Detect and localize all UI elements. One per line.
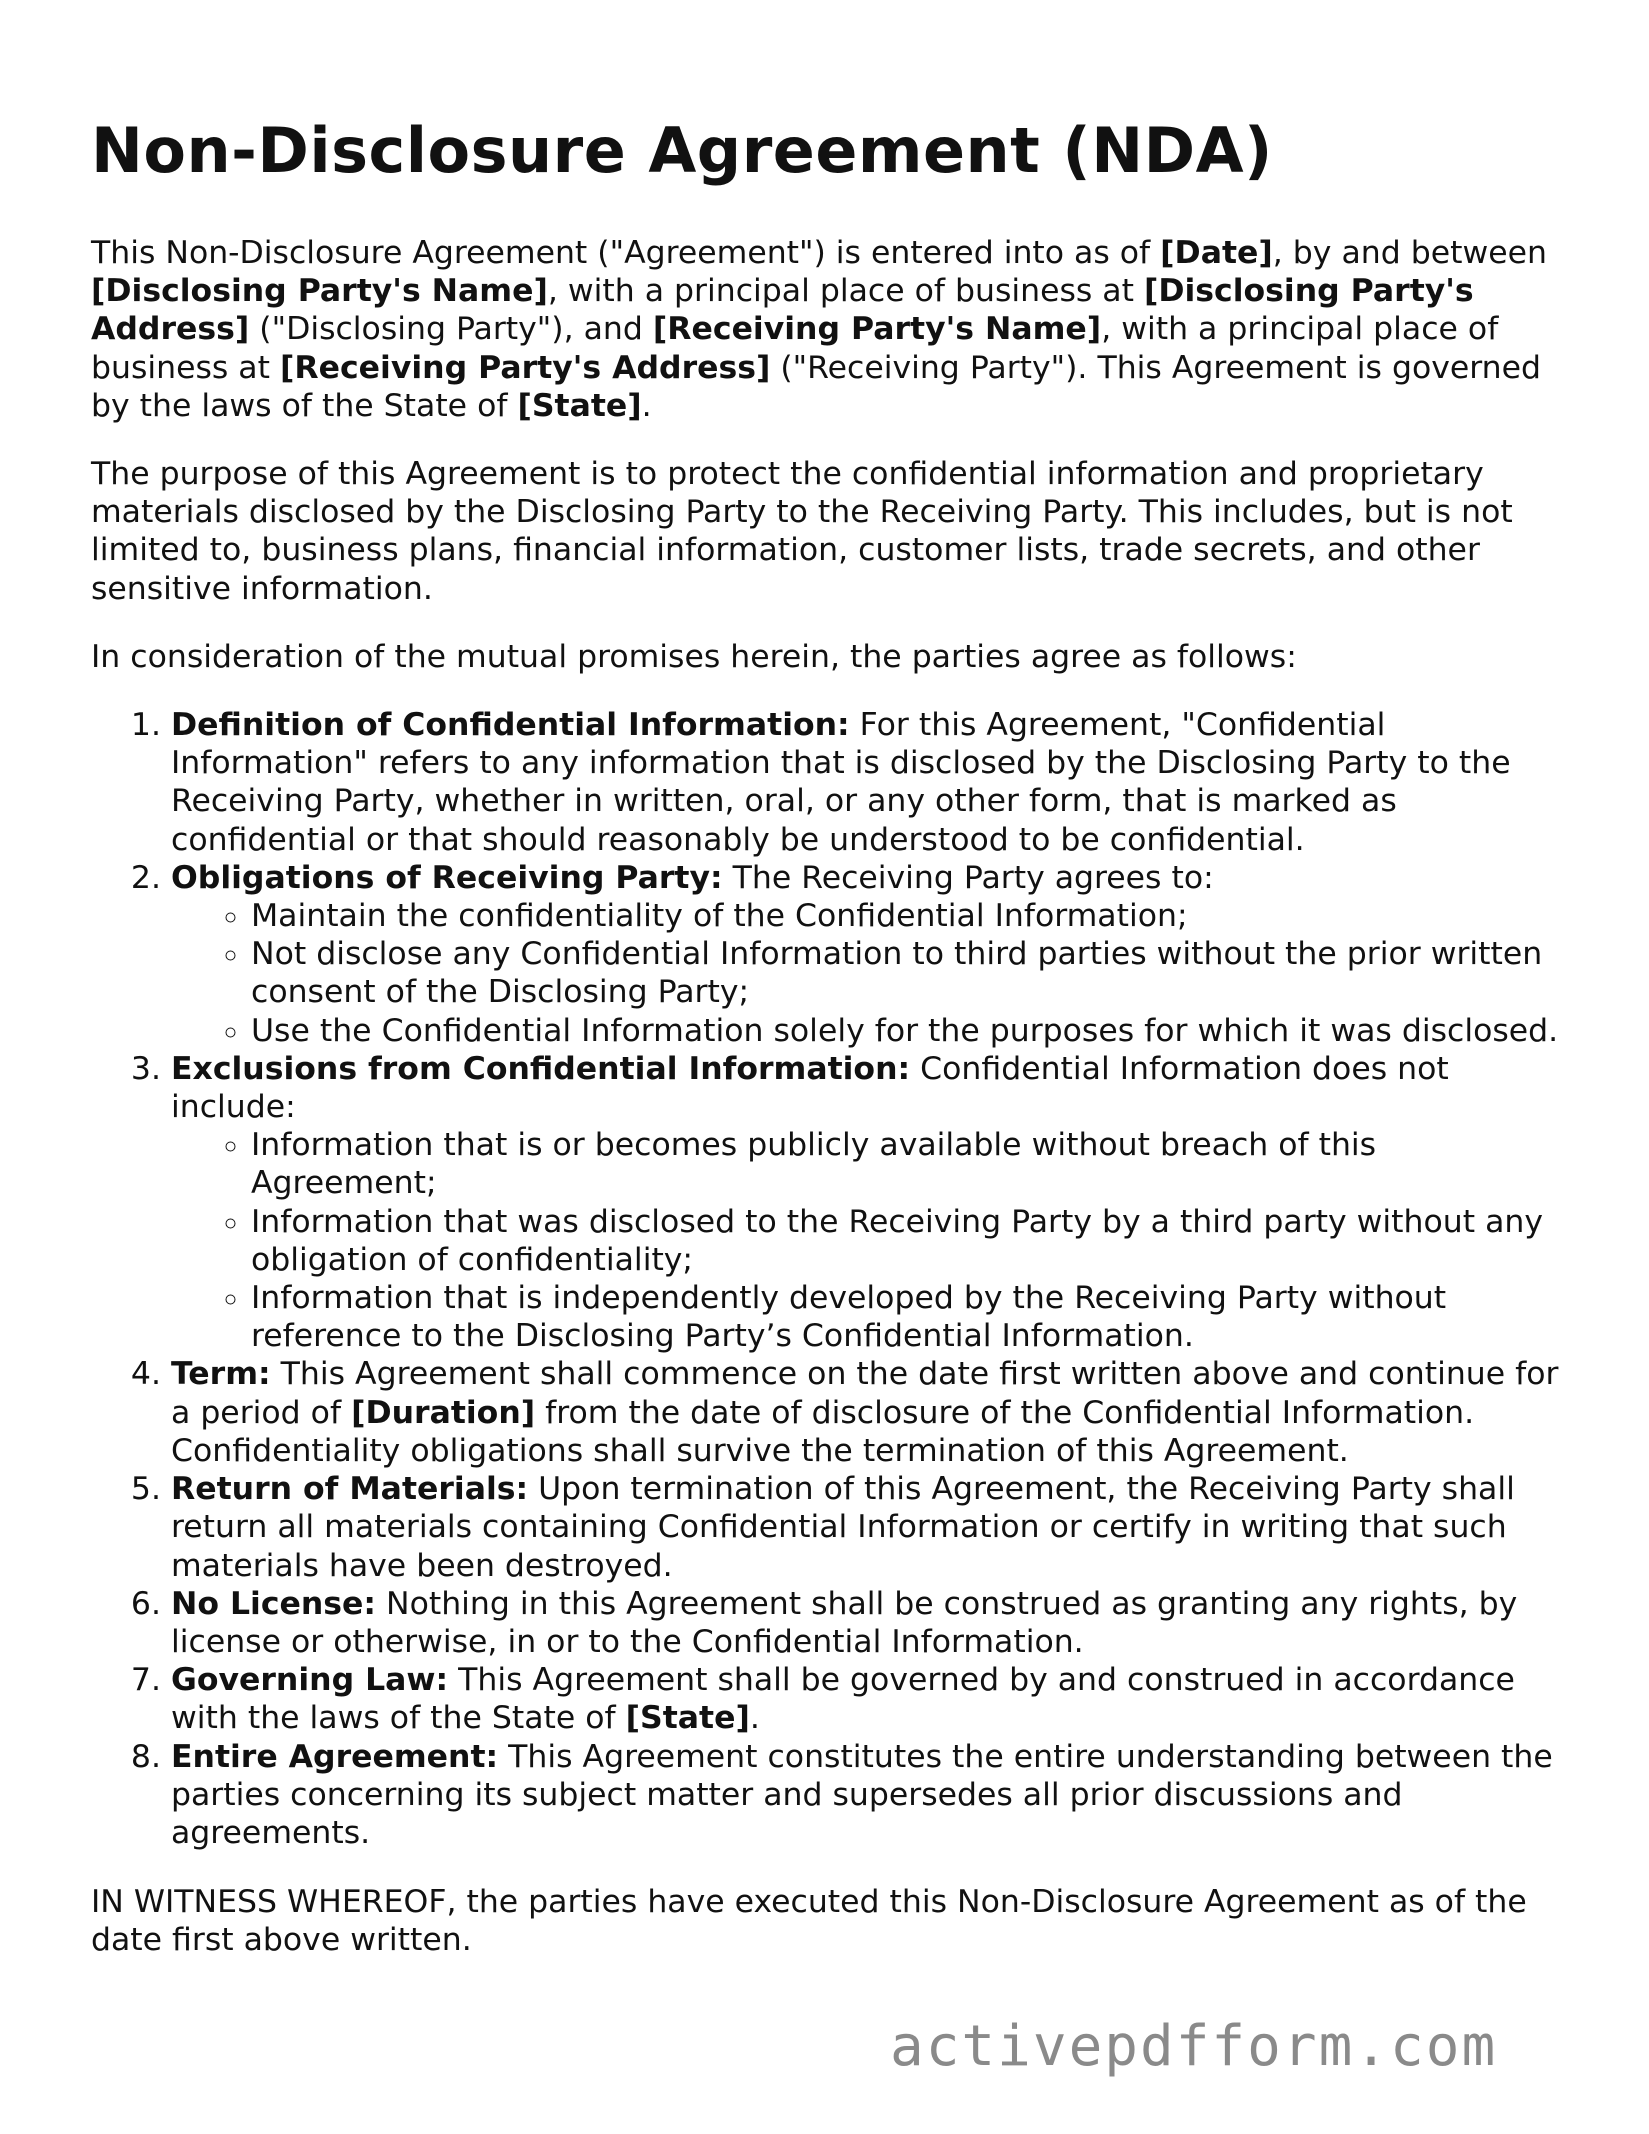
agreement-sections-list — [91, 706, 1571, 1852]
document-page — [91, 112, 1571, 1990]
intro-text: , with a principal place of business at — [91, 311, 1499, 386]
purpose-paragraph: The purpose of this Agreement is to protect the confidential information and proprietary materials disclosed by the Disclosing Party to the Receiving Party. This includes, but is not limited to, business plans, financial information, customer lists, trade secrets, and other sensitive information. — [91, 456, 1513, 607]
section-text: This Agreement constitutes the entire understanding between the parties concerning its subject matter and supersedes all prior discussions and agreements. — [171, 1738, 1553, 1851]
state-placeholder: [State] — [517, 387, 642, 424]
state-placeholder: [State] — [625, 1700, 750, 1737]
intro-text: . — [641, 387, 652, 424]
intro-paragraph — [91, 234, 1571, 425]
section-no-license — [171, 1585, 1571, 1661]
section-governing-law — [171, 1661, 1571, 1737]
obligations-sublist — [171, 897, 1571, 1050]
receiving-party-address-placeholder: [Receiving Party's Address] — [279, 349, 771, 386]
witness-paragraph: IN WITNESS WHEREOF, the parties have executed this Non-Disclosure Agreement as of the date first above written. — [91, 1884, 1527, 1959]
section-heading: Term: — [171, 1356, 271, 1393]
section-heading: Entire Agreement: — [171, 1738, 499, 1775]
section-exclusions — [171, 1050, 1571, 1356]
page-title: Non-Disclosure Agreement (NDA) — [91, 114, 1273, 187]
section-heading: Exclusions from Confidential Information: — [171, 1050, 911, 1087]
section-heading: Definition of Confidential Information: — [171, 707, 850, 744]
list-item: ◦ Not disclose any Confidential Information to third parties without the prior written consent of the Disclosing Party; — [251, 935, 1571, 1011]
section-heading: No License: — [171, 1585, 377, 1622]
section-text: For this Agreement, "Confidential Information" refers to any information that is disclosed by the Disclosing Party to the Receiving Party, whether in written, oral, or any other form, that is marked as confidential or that should reasonably be understood to be confidential. — [171, 707, 1511, 858]
intro-text: , by and between — [1272, 235, 1547, 271]
list-item: ◦ Use the Confidential Information solely for the purposes for which it was disclosed. — [251, 1012, 1571, 1050]
section-term — [171, 1355, 1571, 1470]
section-obligations — [171, 859, 1571, 1050]
list-item: ◦ Information that was disclosed to the Receiving Party by a third party without any obligation of confidentiality; — [251, 1203, 1571, 1279]
section-heading: Obligations of Receiving Party: — [171, 859, 723, 896]
receiving-party-name-placeholder: [Receiving Party's Name] — [652, 311, 1102, 348]
intro-text: , with a principal place of business at — [547, 273, 1144, 310]
section-text: . — [749, 1700, 760, 1737]
section-text: Nothing in this Agreement shall be construed as granting any rights, by license or otherwise, in or to the Confidential Information. — [171, 1585, 1518, 1660]
section-text: This Agreement shall be governed by and construed in accordance with the laws of the State of — [171, 1662, 1515, 1737]
list-item: ◦ Information that is or becomes publicly available without breach of this Agreement; — [251, 1126, 1571, 1202]
section-text: The Receiving Party agrees to: — [722, 859, 1214, 896]
section-definition — [171, 706, 1571, 859]
section-heading: Governing Law: — [171, 1662, 449, 1699]
list-item: ◦ Information that is independently developed by the Receiving Party without reference to the Disclosing Party’s Confidential Information. — [251, 1279, 1571, 1355]
date-placeholder: [Date] — [1160, 235, 1273, 271]
section-return-of-materials — [171, 1470, 1571, 1585]
intro-text: This Non-Disclosure Agreement ("Agreement") is entered into as of — [91, 235, 1161, 271]
disclosing-party-address-placeholder: [Disclosing Party's Address] — [91, 273, 1474, 348]
exclusions-sublist — [171, 1126, 1571, 1355]
consideration-paragraph: In consideration of the mutual promises herein, the parties agree as follows: — [91, 638, 1297, 675]
watermark-text: activepdfform.com — [890, 2014, 1498, 2079]
duration-placeholder: [Duration] — [351, 1394, 536, 1431]
section-heading: Return of Materials: — [171, 1471, 529, 1508]
intro-text: ("Receiving Party"). This Agreement is governed by the laws of the State of — [91, 349, 1541, 424]
section-entire-agreement — [171, 1738, 1571, 1853]
section-text: Upon termination of this Agreement, the Receiving Party shall return all materials containing Confidential Information or certify in writing that such materials have been destroyed. — [171, 1471, 1515, 1584]
list-item: ◦ Maintain the confidentiality of the Confidential Information; — [251, 897, 1571, 935]
section-text: Confidential Information does not include: — [171, 1050, 1449, 1126]
section-text: This Agreement shall commence on the date first written above and continue for a period of — [171, 1356, 1559, 1431]
disclosing-party-name-placeholder: [Disclosing Party's Name] — [91, 273, 548, 310]
intro-text: ("Disclosing Party"), and — [249, 311, 653, 348]
section-text: from the date of disclosure of the Confidential Information. Confidentiality obligations shall survive the termination of this Agreement. — [171, 1394, 1475, 1469]
